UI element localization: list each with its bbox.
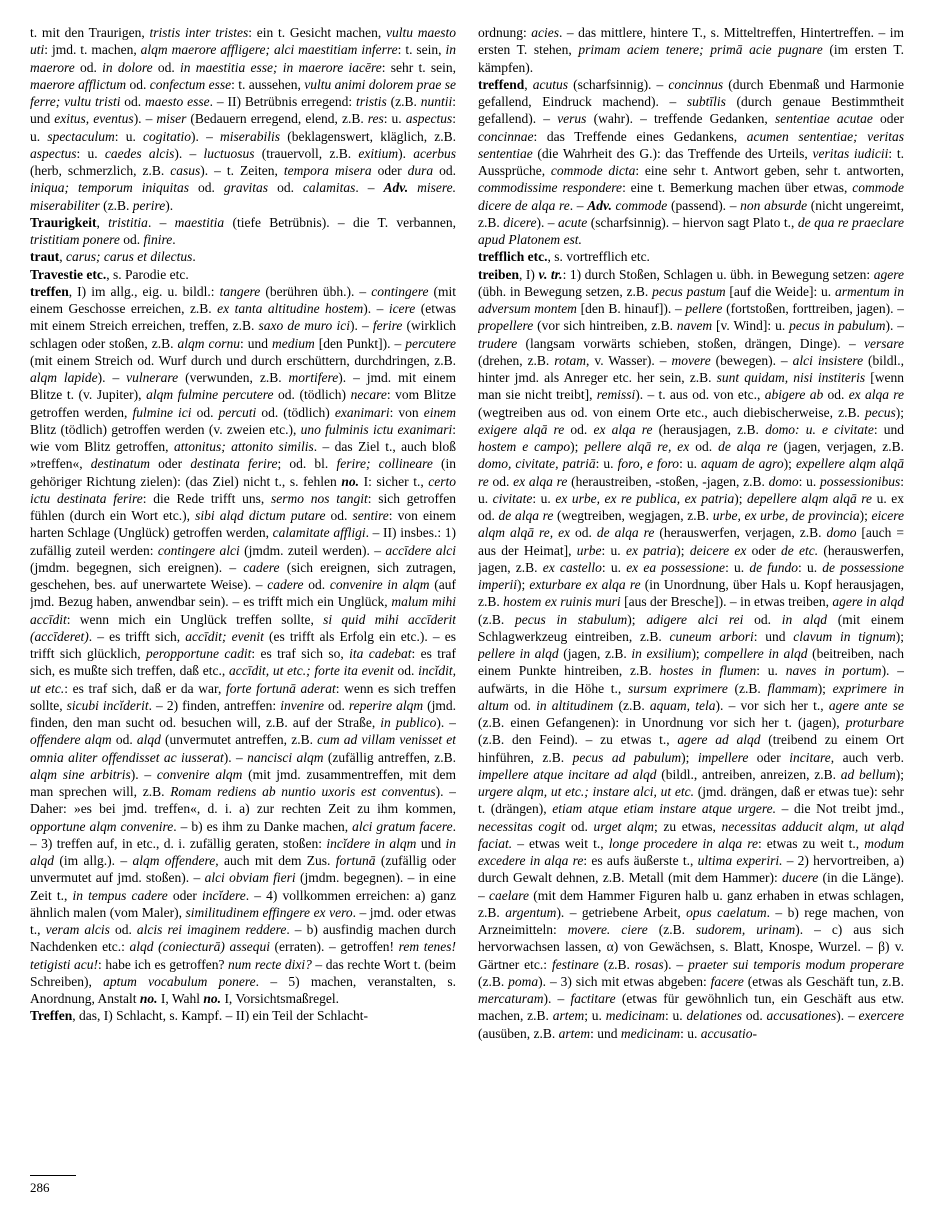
footer-rule (30, 1175, 76, 1176)
right-column (478, 24, 904, 1156)
entry-traut: traut, carus; carus et dilectus. (30, 249, 196, 265)
entry-travestie: Travestie etc., s. Parodie etc. (30, 266, 189, 282)
entry-treffend: treffend, acutus (scharfsinnig). – concinnus (durch Ebenmaß und Harmonie gefallend, Eindruck machend). – subtīlis (durch genaue Bestimmtheit gefallend). – verus (wahr). – treffende Gedanken, sententiae acutae oder concinnae: das Treffende eines Gedankens, acumen sententiae; veritas sententiae (die Wahrheit des G.): das Treffende des Urteils, veritas iudicii: t. Aussprüche, commode dicta: eine sehr t. Antwort geben, sehr t. antworten, commodissime respondere: eine t. Bemerkung machen über etwas, commode dicere de alqa re. – Adv. commode (passend). – non absurde (nicht ungereimt, z.B. dicere). – acute (scharfsinnig). – hiervon sagt Plato t., de qua re praeclare apud Platonem est. (478, 76, 904, 247)
entry-treffen-noun-continuation: ordnung: acies. – das mittlere, hintere T., s. Mitteltreffen, Hintertreffen. – im ersten T. stehen, primam aciem tenere; primā acie pugnare (im ersten T. kämpfen). (478, 25, 904, 75)
page-footer (30, 1175, 76, 1196)
entry-treffen-verb: treffen, I) im allg., eig. u. bildl.: tangere (berühren übh.). – contingere (mit einem Geschosse erreichen, z.B. ex tanta altitudine hostem). – icere (etwas mit einem Streich erreichen, treffen, z.B. saxo de muro ici). – ferire (wirklich schlagen oder stoßen, z.B. alqm cornu: und medium [den Punkt]). – percutere (mit einem Streich od. Wurf durch und durch erschüttern, durchdringen, z.B. alqm lapide). – vulnerare (verwunden, z.B. mortifere). – jmd. mit einem Blitze t. (v. Jupiter), alqm fulmine percutere od. (tödlich) necare: vom Blitze getroffen werden, fulmine ici od. percuti od. (tödlich) exanimari: von einem Blitz (tödlich) getroffen werden (v. zweien etc.), uno fulminis ictu exanimari: wie vom Blitz getroffen, attonitus; attonito similis. – das Ziel t., auch bloß »treffen«, destinatum oder destinata ferire; od. bl. ferire; collineare (in gehöriger Richtung zielen): (das Ziel) nicht t., s. fehlen no. I: sicher t., certo ictu destinata ferire: die Rede trifft uns, sermo nos tangit: sich getroffen fühlen (durch ein Wort etc.), sibi alqd dictum putare od. sentire: von einem harten Schlage (Unglück) getroffen werden, calamitate affligi. – II) insbes.: 1) zufällig zuteil werden: contingere alci (jmdm. zuteil werden). – accīdere alci (jmdm. begegnen, sich ereignen). – cadere (sich ereignen, sich zutragen, geschehen, bes. auf unerwartete Weise). – cadere od. convenire in alqm (auf jmd. Bezug haben, anwendbar sein). – es trifft mich ein Unglück, malum mihi accīdit: wenn mich ein Unglück treffen sollte, si quid mihi accīderit (accīderet). – es trifft sich, accīdit; evenit (es trifft als Erfolg ein etc.). – es trifft sich glücklich, peropportune cadit: es traf sich so, ita cadebat: es traf sich, es mußte sich treffen, daß etc., accīdit, ut etc.; forte ita evenit od. incĭdit, ut etc.: es traf sich, daß er da war, forte fortunā aderat: wenn es sich treffen sollte, sicubi incĭderit. – 2) finden, antreffen: invenire od. reperire alqm (jmd. finden, den man sucht od. besuchen will, z.B. auf der Straße, in publico). – offendere alqm od. alqd (unvermutet antreffen, z.B. cum ad villam venisset et omnia aliter offendisset ac iusserat). – nancisci alqm (zufällig antreffen, z.B. alqm sine arbitris). – convenire alqm (mit jmd. zusammentreffen, mit dem man sprechen will, z.B. Romam rediens ab nuntio uxoris est conventus). – Daher: »es bei jmd. treffen«, d. i. a) zur rechten Zeit zu ihm kommen, opportune alqm convenire. – b) es ihm zu Danke machen, alci gratum facere. – 3) treffen auf, in etc., d. i. zufällig geraten, stoßen: incĭdere in alqm und in alqd (im allg.). – alqm offendere, auch mit dem Zus. fortunā (zufällig oder unvermutet auf jmd. stoßen). – alci obviam fieri (jmdm. begegnen). – in eine Zeit t., in tempus cadere oder incĭdere. – 4) vollkommen erreichen: a) ganz ähnlich malen (vom Maler), similitudinem effingere ex vero. – jmd. oder etwas t., veram alcis od. alcis rei imaginem reddere. – b) ausfindig machen durch Nachdenken etc.: alqd (coniecturā) assequi (erraten). – getroffen! rem tenes! tetigisti acu!: habe ich es getroffen? num recte dixi? – das rechte Wort t. (beim Schreiben), aptum vocabulum ponere. – 5) machen, veranstalten, s. Anordnung, Anstalt no. I, Wahl no. I, Vorsichtsmaßregel. (30, 283, 456, 1006)
entry-treiben: treiben, I) v. tr.: 1) durch Stoßen, Schlagen u. übh. in Bewegung setzen: agere (übh. in Bewegung setzen, z.B. pecus pastum [auf die Weide]: u. armentum in adversum montem [den B. hinauf]). – pellere (fortstoßen, forttreiben, jagen). – propellere (vor sich hintreiben, z.B. navem [v. Wind]: u. pecus in pabulum). – trudere (langsam vorwärts schieben, stoßen, drängen, Dinge). – versare (drehen, z.B. rotam, v. Wasser). – movere (bewegen). – alci insistere (bildl., hinter jmd. als Anreger etc. her sein, z.B. sunt quidam, nisi institeris [wenn man sie nicht treibt], remissi). – t. aus od. von etc., abigere ab od. ex alqa re (wegtreiben aus od. von einem Orte etc., auch diebischerweise, z.B. pecus); exigere alqā re od. ex alqa re (herausjagen, z.B. domo: u. e civitate: und hostem e campo); pellere alqā re, ex od. de alqa re (jagen, verjagen, z.B. domo, civitate, patriā: u. foro, e foro: u. aquam de agro); expellere alqm alqā re od. ex alqa re (heraustreiben, -stoßen, -jagen, z.B. domo: u. possessionibus: u. civitate: u. ex urbe, ex re publica, ex patria); depellere alqm alqā re u. ex od. de alqa re (wegtreiben, wegjagen, z.B. urbe, ex urbe, de provincia); eicere alqm alqā re, ex od. de alqa re (herauswerfen, verjagen, z.B. domo [auch = aus der Heimat], urbe: u. ex patria); deicere ex oder de etc. (herauswerfen, jagen, z.B. ex castello: u. ex ea possessione: u. de fundo: u. de possessione imperii); exturbare ex alqa re (in Unordnung, über Hals u. Kopf herausjagen, z.B. hostem ex ruinis muri [aus der Bresche]). – in etwas treiben, agere in alqd (z.B. pecus in stabulum); adigere alci rei od. in alqd (mit einem Schlagwerkzeug eintreiben, z.B. cuneum arbori: und clavum in tignum); pellere in alqd (jagen, z.B. in exsilium); compellere in alqd (beitreiben, nach einem Punkte hintreiben, z.B. hostes in flumen: u. naves in portum). – aufwärts, in die Höhe t., sursum exprimere (z.B. flammam); exprimere in altum od. in altitudinem (z.B. aquam, tela). – vor sich her t., agere ante se (z.B. einen Gefangenen): in Unordnung vor sich her t. (jagen), proturbare (z.B. den Feind). – zu etwas t., agere ad alqd (treibend zu einem Ort hinführen, z.B. pecus ad pabulum); impellere oder incitare, auch verb. impellere atque incitare ad alqd (bildl., antreiben, anreizen, z.B. ad bellum); urgere alqm, ut etc.; instare alci, ut etc. (jmd. drängen, daß er etwas tue): sehr t. (drängen), etiam atque etiam instare atque urgere. – die Not treibt jmd., necessitas cogit od. urget alqm; zu etwas, necessitas adducit alqm, ut alqd faciat. – etwas weit t., longe procedere in alqa re: etwas zu weit t., modum excedere in alqa re: es aufs äußerste t., ultima experiri. – 2) hervortreiben, a) durch Gewalt dehnen, z.B. Metall (mit dem Hammer): ducere (in die Länge). – caelare (mit dem Hammer Figuren halb u. ganz erhaben in etwas schlagen, z.B. argentum). – getriebene Arbeit, opus caelatum. – b) rege machen, von Arzneimitteln: movere. ciere (z.B. sudorem, urinam). – c) aus sich hervorwachsen lassen, α) von Gewächsen, s. Blatt, Knospe, Wurzel. – β) v. Gärtner etc.: festinare (z.B. rosas). – praeter sui temporis modum properare (z.B. poma). – 3) sich mit etwas abgeben: facere (etwas als Geschäft tun, z.B. mercaturam). – factitare (etwas für gewöhnlich tun, ein Geschäft aus etw. machen, z.B. artem; u. medicinam: u. delationes od. accusationes). – exercere (ausüben, z.B. artem: und medicinam: u. accusatio- (478, 266, 904, 1041)
left-column (30, 24, 456, 1156)
entry-trefflich: trefflich etc., s. vortrefflich etc. (478, 249, 650, 265)
page-number: 286 (30, 1179, 50, 1195)
entry-treffen-noun: Treffen, das, I) Schlacht, s. Kampf. – II) ein Teil der Schlacht- (30, 1008, 368, 1024)
two-column-text-area (30, 24, 905, 1156)
entry-traurigkeit: Traurigkeit, tristitia. – maestitia (tiefe Betrübnis). – die T. verbannen, tristitiam ponere od. finire. (30, 214, 456, 247)
entry-traurig-continuation: t. mit den Traurigen, tristis inter tristes: ein t. Gesicht machen, vultu maesto uti: jmd. t. machen, alqm maerore affligere; alci maestitiam inferre: t. sein, in maerore od. in dolore od. in maestitia esse; in maerore iacēre: sehr t. sein, maerore afflictum od. confectum esse: t. aussehen, vultu animi dolorem prae se ferre; vultu tristi od. maesto esse. – II) Betrübnis erregend: tristis (z.B. nuntii: und exitus, eventus). – miser (Bedauern erregend, elend, z.B. res: u. aspectus: u. spectaculum: u. cogitatio). – miserabilis (beklagenswert, kläglich, z.B. aspectus: u. caedes alcis). – luctuosus (trauervoll, z.B. exitium). acerbus (herb, schmerzlich, z.B. casus). – t. Zeiten, tempora misera oder dura od. iniqua; temporum iniquitas od. gravitas od. calamitas. – Adv. misere. miserabiliter (z.B. perire). (30, 25, 456, 213)
